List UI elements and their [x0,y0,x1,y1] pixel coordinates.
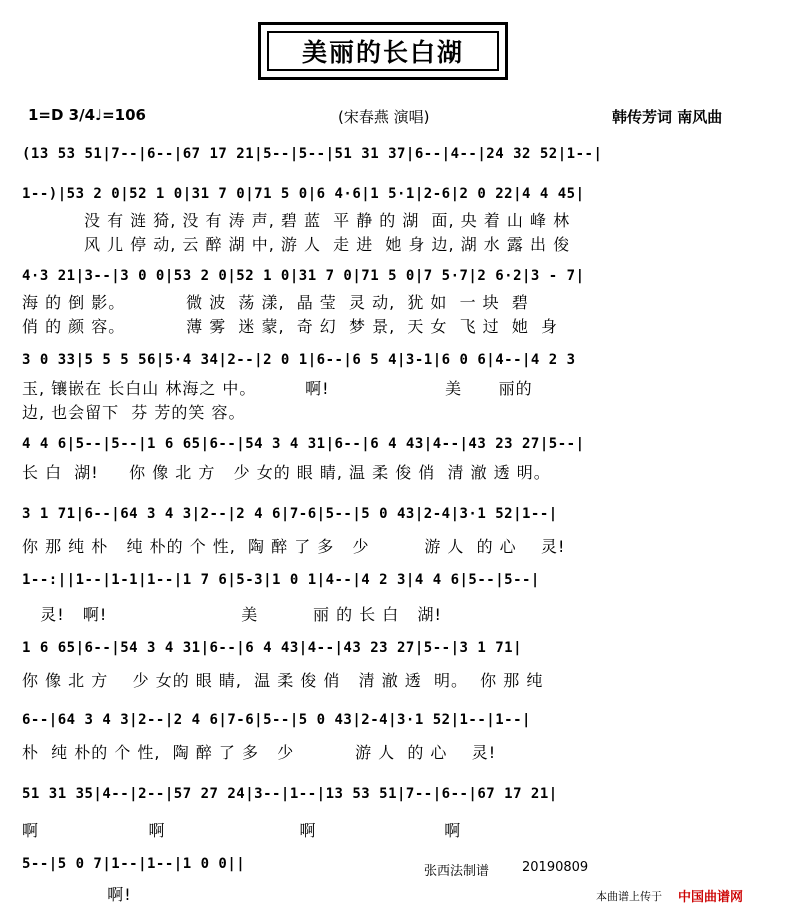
lyric-line: 俏 的 颜 容。 薄 雾 迷 蒙, 奇 幻 梦 景, 天 女 飞 过 她 身 [22,317,559,336]
lyric-line: 灵! 啊! 美 丽 的 长 白 湖! [22,605,442,624]
lyric-line: 没 有 涟 猗, 没 有 涛 声, 碧 蓝 平 静 的 湖 面, 央 着 山 峰 林 [84,211,571,230]
lyric-line: 朴 纯 朴的 个 性, 陶 醉 了 多 少 游 人 的 心 灵! [22,743,497,762]
notation-row: 3 1 71|6--|64 3 4 3|2--|2 4 6|7-6|5--|5 0 43|2-4|3·1 52|1--| [22,506,558,522]
notation-row: 6--|64 3 4 3|2--|2 4 6|7-6|5--|5 0 43|2-4|3·1 52|1--|1--| [22,712,531,728]
notation-row: (13 53 51|7--|6--|67 17 21|5--|5--|51 31 37|6--|4--|24 32 52|1--| [22,146,603,162]
notation-row: 4 4 6|5--|5--|1 6 65|6--|54 3 4 31|6--|6 4 43|4--|43 23 27|5--| [22,436,585,452]
notation-row: 1--:||1--|1-1|1--|1 7 6|5-3|1 0 1|4--|4 2 3|4 4 6|5--|5--| [22,572,540,588]
lyric-line: 你 像 北 方 少 女的 眼 睛, 温 柔 俊 俏 清 澈 透 明。 你 那 纯 [22,671,544,690]
notation-row: 3 0 33|5 5 5 56|5·4 34|2--|2 0 1|6--|6 5 4|3-1|6 0 6|4--|4 2 3 [22,352,576,368]
lyric-line: 啊! [22,885,132,904]
title-frame [258,22,508,80]
lyric-line: 长 白 湖! 你 像 北 方 少 女的 眼 睛, 温 柔 俊 俏 清 澈 透 明。 [22,463,551,482]
title-inner-frame [267,31,499,71]
score-maker: 张西法制谱 [424,864,490,879]
lyric-line: 海 的 倒 影。 微 波 荡 漾, 晶 莹 灵 动, 犹 如 一 块 碧 [22,293,529,312]
notation-row: 4·3 21|3--|3 0 0|53 2 0|52 1 0|31 7 0|71 5 0|7 5·7|2 6·2|3 - 7| [22,268,585,284]
lyric-line: 你 那 纯 朴 纯 朴的 个 性, 陶 醉 了 多 少 游 人 的 心 灵! [22,537,566,556]
performer: (宋春燕 演唱) [338,108,430,126]
score-date: 20190809 [522,860,589,875]
site-logo: 中国曲谱网 [678,890,744,905]
lyric-line: 玉, 镶嵌在 长白山 林海之 中。 啊! 美 丽的 [22,379,533,398]
notation-row: 1--)|53 2 0|52 1 0|31 7 0|71 5 0|6 4·6|1 5·1|2-6|2 0 22|4 4 45| [22,186,585,202]
key-tempo: 1=D 3/4♩=106 [28,106,146,124]
lyric-line: 边, 也会留下 芬 芳的笑 容。 [22,403,246,422]
lyric-line: 啊 啊 啊 啊 [22,821,462,840]
lyric-line: 风 儿 停 动, 云 醉 湖 中, 游 人 走 进 她 身 边, 湖 水 露 出 俊 [84,235,571,254]
notation-row: 5--|5 0 7|1--|1--|1 0 0|| [22,856,246,872]
upload-note: 本曲谱上传于 [596,890,662,903]
notation-row: 51 31 35|4--|2--|57 27 24|3--|1--|13 53 51|7--|6--|67 17 21| [22,786,558,802]
song-title: 美丽的长白湖 [301,38,464,67]
notation-row: 1 6 65|6--|54 3 4 31|6--|6 4 43|4--|43 23 27|5--|3 1 71| [22,640,523,656]
credits: 韩传芳词 南风曲 [612,108,723,126]
